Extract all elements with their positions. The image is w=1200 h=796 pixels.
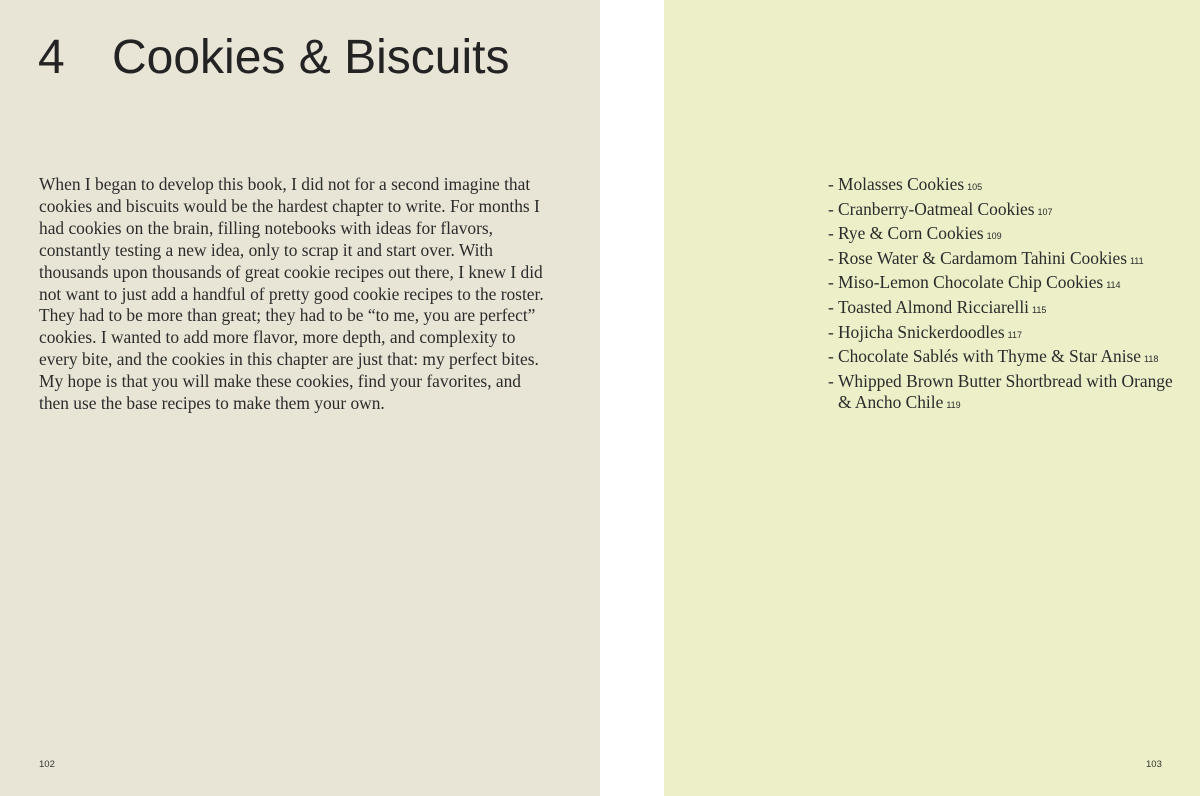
recipe-list-item xyxy=(828,223,1188,248)
list-dash: - xyxy=(828,174,834,194)
page-number-left: 102 xyxy=(39,759,55,770)
recipe-page-number: 109 xyxy=(986,231,1002,242)
list-dash: - xyxy=(828,346,834,367)
recipe-title: Chocolate Sablés with Thyme & Star Anise xyxy=(838,346,1142,367)
recipe-title: Molasses Cookies xyxy=(838,174,965,194)
page-number-right: 103 xyxy=(1146,759,1162,770)
recipe-page-number: 119 xyxy=(946,400,961,411)
chapter-number: 4 xyxy=(38,31,65,84)
recipe-list-item xyxy=(828,174,1188,199)
list-dash: - xyxy=(828,198,834,219)
chapter-heading xyxy=(38,30,509,86)
list-dash: - xyxy=(828,247,834,268)
recipe-page-number: 111 xyxy=(1129,255,1144,266)
recipe-list-item xyxy=(828,371,1188,417)
recipe-title: Toasted Almond Ricciarelli xyxy=(838,296,1029,317)
list-dash: - xyxy=(828,321,834,342)
recipe-page-number: 115 xyxy=(1032,304,1047,315)
recipe-page-number: 117 xyxy=(1007,329,1022,340)
recipe-page-number: 118 xyxy=(1144,354,1159,365)
recipe-title: Rye & Corn Cookies xyxy=(838,223,984,244)
list-dash: - xyxy=(828,370,834,391)
recipe-page-number: 114 xyxy=(1106,280,1121,291)
recipe-list-item xyxy=(828,248,1188,273)
list-dash: - xyxy=(828,296,834,317)
recipe-title: Miso-Lemon Chocolate Chip Cookies xyxy=(838,272,1104,293)
recipe-page-number: 107 xyxy=(1037,206,1053,217)
page-gutter xyxy=(600,0,664,796)
recipe-title: Whipped Brown Butter Shortbread with Orange & Ancho Chile xyxy=(838,370,1173,413)
chapter-title: Cookies & Biscuits xyxy=(112,31,510,84)
recipe-title: Hojicha Snickerdoodles xyxy=(838,321,1005,342)
recipe-title: Cranberry-Oatmeal Cookies xyxy=(838,198,1035,219)
right-page xyxy=(664,0,1200,796)
recipe-list-item xyxy=(828,272,1188,297)
recipe-list xyxy=(828,174,1188,417)
recipe-list-item xyxy=(828,199,1188,224)
recipe-list-item xyxy=(828,297,1188,322)
recipe-page-number: 105 xyxy=(967,182,983,192)
recipe-list-item xyxy=(828,322,1188,347)
list-dash: - xyxy=(828,223,834,244)
list-dash: - xyxy=(828,272,834,293)
recipe-list-item xyxy=(828,346,1188,371)
chapter-intro-paragraph: When I began to develop this book, I did not for a second imagine that cookies and biscuits would be the hardest chapter to write. For months I had cookies on the brain, filling notebooks with ideas for flavors, constantly testing a new idea, only to scrap it and start over. With thousands upon thousands of great cookie recipes out there, I knew I did not want to just add a handful of pretty good cookie recipes to the roster. They had to be more than great; they had to be “to me, you are perfect” cookies. I wanted to add more flavor, more depth, and complexity to every bite, and the cookies in this chapter are just that: my perfect bites. My hope is that you will make these cookies, find your favorites, and then use the base recipes to make them your own. xyxy=(39,174,544,414)
recipe-title: Rose Water & Cardamom Tahini Cookies xyxy=(838,247,1127,268)
